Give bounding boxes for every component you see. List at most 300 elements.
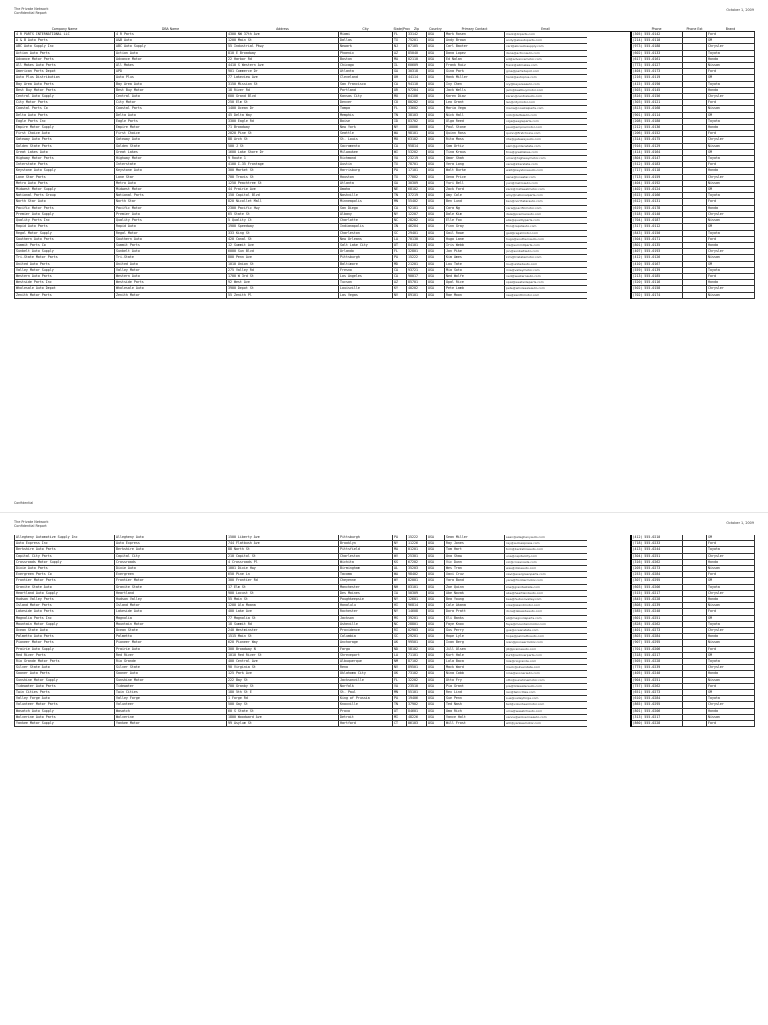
cell-phone: (845) 555-0228 xyxy=(631,597,683,603)
cell-state: TN xyxy=(393,193,407,199)
cell-phone: (214) 555-0110 xyxy=(631,38,683,44)
cell-city: New York xyxy=(339,125,393,131)
cell-address: 1250 Peachtree St xyxy=(227,180,339,186)
cell-phone: (585) 555-0240 xyxy=(631,609,683,615)
cell-zip: 44114 xyxy=(407,75,427,81)
col-header-zip: Zip xyxy=(407,22,427,32)
cell-contact: Nina Cobb xyxy=(445,671,505,677)
cell-state: VA xyxy=(393,683,407,689)
cell-country: USA xyxy=(427,125,445,131)
cell-email: olga@eagleparts.com xyxy=(505,118,587,124)
table-body xyxy=(15,32,755,299)
cell-address: 500 J St xyxy=(227,143,339,149)
cell-email: ted@volunteermotor.com xyxy=(505,702,587,708)
cell-dba: A&B Auto xyxy=(115,38,227,44)
cell-company: Silver State Auto xyxy=(15,665,115,671)
cell-city: Anchorage xyxy=(339,640,393,646)
cell-address: 60 S State St xyxy=(227,708,339,714)
cell-city: Orlando xyxy=(339,249,393,255)
cell-state: MA xyxy=(393,56,407,62)
cell-email: lou@unitedauto.com xyxy=(505,261,587,267)
cell-address: 150 Capitol Blvd xyxy=(227,193,339,199)
cell-city: Atlanta xyxy=(339,69,393,75)
cell-country: USA xyxy=(427,708,445,714)
cell-brand: GM xyxy=(707,578,755,584)
cell-country: USA xyxy=(427,590,445,596)
cell-email: sue@valleyforge.com xyxy=(505,696,587,702)
cell-country: USA xyxy=(427,683,445,689)
cell-dba: Evergreen xyxy=(115,572,227,578)
cell-contact: Gina Park xyxy=(445,69,505,75)
cell-phone: (305) 555-0142 xyxy=(631,32,683,38)
cell-zip: 15222 xyxy=(407,535,427,541)
cell-contact: Ray Jones xyxy=(445,541,505,547)
cell-contact: Opal Rice xyxy=(445,280,505,286)
cell-state: MA xyxy=(393,547,407,553)
cell-brand: Chrysler xyxy=(707,94,755,100)
cell-company: Twin Cities Parts xyxy=(15,690,115,696)
cell-contact: Mia Soto xyxy=(445,267,505,273)
cell-dba: First Choice xyxy=(115,131,227,137)
cell-address: 6000 Sun Blvd xyxy=(227,249,339,255)
cell-dba: Sunshine Motor xyxy=(115,677,227,683)
cell-brand: Ford xyxy=(707,609,755,615)
cell-company: Heartland Auto Supply xyxy=(15,590,115,596)
cell-email: dana@actionauto.com xyxy=(505,50,587,56)
cell-email: xavi@evergreenparts.com xyxy=(505,572,587,578)
cell-city: Boston xyxy=(339,56,393,62)
cell-phone: (904) 555-0251 xyxy=(631,677,683,683)
cell-address: 1200 Ala Moana xyxy=(227,603,339,609)
cell-city: Rochester xyxy=(339,609,393,615)
cell-country: USA xyxy=(427,137,445,143)
cell-contact: Lola Baca xyxy=(445,659,505,665)
cell-company: Great Lakes Auto xyxy=(15,149,115,155)
cell-country: USA xyxy=(427,168,445,174)
cell-email: lola@riogrande.com xyxy=(505,659,587,665)
cell-contact: Leo Grant xyxy=(445,100,505,106)
cell-state: NY xyxy=(393,211,407,217)
cell-company: Regal Motor Supply xyxy=(15,230,115,236)
cell-phone: (520) 555-0116 xyxy=(631,280,683,286)
cell-address: 1 Forge Rd xyxy=(227,696,339,702)
cell-country: USA xyxy=(427,199,445,205)
cell-contact: Ed Nolan xyxy=(445,56,505,62)
cell-contact: Vance Holt xyxy=(445,714,505,720)
cell-state: FL xyxy=(393,249,407,255)
cell-phone: (813) 555-0168 xyxy=(631,106,683,112)
cell-dba: Best Buy Motor xyxy=(115,87,227,93)
cell-email: paul@empiremotor.com xyxy=(505,125,587,131)
cell-state: HI xyxy=(393,603,407,609)
cell-country: USA xyxy=(427,81,445,87)
cell-phone: (713) 555-0159 xyxy=(631,174,683,180)
cell-city: Manchester xyxy=(339,584,393,590)
cell-dba: Advance Motor xyxy=(115,56,227,62)
cell-city: Memphis xyxy=(339,112,393,118)
cell-country: USA xyxy=(427,541,445,547)
cell-contact: Gail Rowe xyxy=(445,230,505,236)
cell-country: USA xyxy=(427,609,445,615)
cell-phone: (208) 555-0180 xyxy=(631,118,683,124)
cell-zip: 37902 xyxy=(407,702,427,708)
cell-state: CA xyxy=(393,267,407,273)
cell-contact: Mack Ward xyxy=(445,665,505,671)
cell-phone: (412) 555-0126 xyxy=(631,255,683,261)
cell-state: MN xyxy=(393,199,407,205)
cell-state: AK xyxy=(393,640,407,646)
cell-contact: Xena Price xyxy=(445,174,505,180)
cell-dba: Zenith Motor xyxy=(115,292,227,298)
cell-country: USA xyxy=(427,584,445,590)
cell-dba: Action Auto xyxy=(115,50,227,56)
cell-address: 55 Main St xyxy=(227,597,339,603)
cell-dba: Eagle Parts xyxy=(115,118,227,124)
cell-brand: Honda xyxy=(707,280,755,286)
cell-country: USA xyxy=(427,280,445,286)
cell-address: 9 Route 1 xyxy=(227,156,339,162)
cell-zip: 48226 xyxy=(407,714,427,720)
cell-country: USA xyxy=(427,535,445,541)
cell-address: 300 Broadway N xyxy=(227,646,339,652)
cell-contact: Uma Rich xyxy=(445,708,505,714)
cell-brand: GM xyxy=(707,615,755,621)
cell-state: NY xyxy=(393,609,407,615)
cell-contact: Dana Lopez xyxy=(445,50,505,56)
cell-email: abe@heartlandauto.com xyxy=(505,590,587,596)
cell-city: St. Louis xyxy=(339,137,393,143)
cell-contact: Ivan Berg xyxy=(445,640,505,646)
cell-address: 2020 Pine St xyxy=(227,131,339,137)
cell-contact: Hank Miller xyxy=(445,75,505,81)
cell-brand: GM xyxy=(707,149,755,155)
cell-company: Sunshine Motor Supply xyxy=(15,677,115,683)
cell-dba: North Star xyxy=(115,199,227,205)
cell-address: 88 North St xyxy=(227,547,339,553)
cell-city: Norfolk xyxy=(339,683,393,689)
cell-state: NV xyxy=(393,665,407,671)
cell-country: USA xyxy=(427,652,445,658)
cell-country: USA xyxy=(427,646,445,652)
cell-dba: Tidewater xyxy=(115,683,227,689)
cell-brand: Honda xyxy=(707,56,755,62)
table-body xyxy=(15,535,755,727)
cell-country: USA xyxy=(427,267,445,273)
cell-phone: (757) 555-0262 xyxy=(631,683,683,689)
cell-zip: 64106 xyxy=(407,94,427,100)
cell-phone: (402) 555-0124 xyxy=(631,187,683,193)
cell-country: USA xyxy=(427,634,445,640)
cell-zip: 71101 xyxy=(407,652,427,658)
cell-company: Crossroads Motor Supply xyxy=(15,559,115,565)
cell-phone: (216) 555-0119 xyxy=(631,75,683,81)
cell-company: Tidewater Auto Parts xyxy=(15,683,115,689)
cell-zip: 85040 xyxy=(407,50,427,56)
cell-city: Austin xyxy=(339,162,393,168)
cell-phone: (503) 555-0145 xyxy=(631,87,683,93)
cell-city: Pittsfield xyxy=(339,547,393,553)
cell-zip: 82001 xyxy=(407,578,427,584)
cell-contact: Jon Pike xyxy=(445,249,505,255)
cell-email: mark@4rparts.com xyxy=(505,32,587,38)
cell-company: Valley Forge Auto xyxy=(15,696,115,702)
cell-country: USA xyxy=(427,572,445,578)
cell-brand: Toyota xyxy=(707,267,755,273)
cell-country: USA xyxy=(427,94,445,100)
cell-address: 250 Elm St xyxy=(227,100,339,106)
cell-dba: Golden State xyxy=(115,143,227,149)
cell-country: USA xyxy=(427,224,445,230)
cell-country: USA xyxy=(427,112,445,118)
cell-address: 1515 Main St xyxy=(227,634,339,640)
cell-zip: 99501 xyxy=(407,640,427,646)
cell-company: Ocean State Auto xyxy=(15,628,115,634)
cell-email: jill@prairieauto.com xyxy=(505,646,587,652)
cell-brand: Ford xyxy=(707,162,755,168)
cell-email: vance@wolverineauto.com xyxy=(505,714,587,720)
cell-brand: Ford xyxy=(707,646,755,652)
col-header-phone: Phone xyxy=(631,22,683,32)
cell-brand: Ford xyxy=(707,721,755,727)
cell-country: USA xyxy=(427,131,445,137)
cell-state: NC xyxy=(393,621,407,627)
cell-zip: 97204 xyxy=(407,87,427,93)
cell-city: Baltimore xyxy=(339,261,393,267)
cell-state: TX xyxy=(393,38,407,44)
cell-address: 3300 Eagle Rd xyxy=(227,118,339,124)
cell-zip: 25301 xyxy=(407,553,427,559)
cell-contact: Pia Grant xyxy=(445,683,505,689)
cell-state: MO xyxy=(393,137,407,143)
cell-zip: 73102 xyxy=(407,671,427,677)
cell-address: 1800 Woodward Ave xyxy=(227,714,339,720)
cell-email: ivy@bayareaauto.com xyxy=(505,81,587,87)
cell-contact: Xavi Cruz xyxy=(445,572,505,578)
cell-country: USA xyxy=(427,255,445,261)
cell-zip: 78701 xyxy=(407,162,427,168)
cell-brand: Toyota xyxy=(707,156,755,162)
cell-city: Reno xyxy=(339,665,393,671)
cell-email: yuri@metroauto.com xyxy=(505,180,587,186)
cell-zip: 33602 xyxy=(407,106,427,112)
cell-brand: Chrysler xyxy=(707,590,755,596)
cell-company: Sooner Auto Parts xyxy=(15,671,115,677)
cell-city: Kansas City xyxy=(339,94,393,100)
cell-dba: Metro Auto xyxy=(115,180,227,186)
cell-country: USA xyxy=(427,690,445,696)
col-header-address: Address xyxy=(227,22,339,32)
cell-phone: (318) 555-0217 xyxy=(631,652,683,658)
cell-brand: Nissan xyxy=(707,143,755,149)
cell-dba: Prairie Auto xyxy=(115,646,227,652)
cell-spacer xyxy=(587,292,631,298)
cell-email: uma@wasatchauto.com xyxy=(505,708,587,714)
cell-city: Charlotte xyxy=(339,218,393,224)
cell-address: 820 Nicollet Mall xyxy=(227,199,339,205)
cell-brand: Chrysler xyxy=(707,702,755,708)
cell-state: WI xyxy=(393,149,407,155)
cell-contact: Otto Fry xyxy=(445,677,505,683)
cell-dba: Dixie Auto xyxy=(115,566,227,572)
cell-brand: Chrysler xyxy=(707,211,755,217)
cell-brand: Ford xyxy=(707,69,755,75)
cell-contact: Jill Olsen xyxy=(445,646,505,652)
cell-dba: Central Auto xyxy=(115,94,227,100)
cell-email: vera@interstate.com xyxy=(505,162,587,168)
cell-country: USA xyxy=(427,106,445,112)
cell-contact: Zoe Quinn xyxy=(445,584,505,590)
cell-state: NE xyxy=(393,187,407,193)
cell-city: Phoenix xyxy=(339,50,393,56)
cell-country: USA xyxy=(427,671,445,677)
cell-country: USA xyxy=(427,56,445,62)
cell-phone: (804) 555-0147 xyxy=(631,156,683,162)
cell-city: Los Angeles xyxy=(339,273,393,279)
cell-phone: (206) 555-0152 xyxy=(631,131,683,137)
cell-email: faye@mountainmotor.com xyxy=(505,621,587,627)
cell-brand: GM xyxy=(707,535,755,541)
cell-city: Boise xyxy=(339,118,393,124)
cell-company: North Star Auto xyxy=(15,199,115,205)
cell-contact: Dora Pratt xyxy=(445,609,505,615)
cell-zip: 30318 xyxy=(407,69,427,75)
cell-email: nick@deltaauto.com xyxy=(505,112,587,118)
cell-email: kurt@redriverparts.com xyxy=(505,652,587,658)
cell-phone: (212) 555-0136 xyxy=(631,125,683,131)
cell-state: CT xyxy=(393,721,407,727)
cell-contact: Vera Long xyxy=(445,162,505,168)
cell-email: ned@westernauto.com xyxy=(505,273,587,279)
cell-email: rex@twincities.com xyxy=(505,690,587,696)
cell-company: Berkshire Auto Parts xyxy=(15,547,115,553)
cell-brand: Chrysler xyxy=(707,249,755,255)
cell-zip: 15222 xyxy=(407,255,427,261)
cell-email: andy@abautoparts.com xyxy=(505,38,587,44)
cell-email: gina@partsdepot.com xyxy=(505,69,587,75)
cell-brand: GM xyxy=(707,261,755,267)
cell-state: MN xyxy=(393,690,407,696)
cell-zip: 94110 xyxy=(407,81,427,87)
cell-phone: (610) 555-0284 xyxy=(631,696,683,702)
cell-state: NM xyxy=(393,659,407,665)
cell-company: Auto Plus Distribution xyxy=(15,75,115,81)
cell-address: 4300 NW 37th Ave xyxy=(227,32,339,38)
col-header-phone-ext: Phone Ext xyxy=(683,22,707,32)
cell-zip: 17101 xyxy=(407,168,427,174)
cell-city: Houston xyxy=(339,174,393,180)
cell-email: hope@palmettoauto.com xyxy=(505,634,587,640)
cell-state: PA xyxy=(393,168,407,174)
cell-dba: Frontier Motor xyxy=(115,578,227,584)
cell-contact: Yuri Bell xyxy=(445,180,505,186)
cell-address: 180 5th St E xyxy=(227,690,339,696)
cell-contact: Kurt Hale xyxy=(445,652,505,658)
cell-brand: Chrysler xyxy=(707,137,755,143)
cell-contact: Ivy Chen xyxy=(445,81,505,87)
cell-country: USA xyxy=(427,100,445,106)
cell-country: USA xyxy=(427,578,445,584)
cell-zip: 68102 xyxy=(407,187,427,193)
cell-phone: (502) 555-0158 xyxy=(631,286,683,292)
cell-zip: 46204 xyxy=(407,224,427,230)
col-header-email: Email xyxy=(505,22,587,32)
cell-dba: Valley Forge xyxy=(115,696,227,702)
cell-email: tom@berkshireauto.com xyxy=(505,547,587,553)
cell-city: New Orleans xyxy=(339,236,393,242)
cell-city: Jacksonville xyxy=(339,677,393,683)
cell-address: 333 King St xyxy=(227,230,339,236)
cell-address: 3900 Depot St xyxy=(227,286,339,292)
cell-company: First Choice Auto xyxy=(15,131,115,137)
cell-company: Rio Grande Motor Parts xyxy=(15,659,115,665)
cell-email: ben@northstarauto.com xyxy=(505,199,587,205)
cell-zip: 96814 xyxy=(407,603,427,609)
cell-address: 5 Quality Ct xyxy=(227,218,339,224)
cell-zip: 67202 xyxy=(407,559,427,565)
cell-phone: (253) 555-0284 xyxy=(631,572,683,578)
cell-brand: Chrysler xyxy=(707,628,755,634)
cell-company: Zenith Motor Parts xyxy=(15,292,115,298)
cell-country: USA xyxy=(427,87,445,93)
cell-address: 620 Pioneer Way xyxy=(227,640,339,646)
cell-company: Mountain Motor Supply xyxy=(15,621,115,627)
cell-company: Premier Auto Supply xyxy=(15,211,115,217)
cell-dba: Western Auto xyxy=(115,273,227,279)
cell-contact: Kim Ames xyxy=(445,255,505,261)
cell-country: USA xyxy=(427,230,445,236)
cell-city: Cheyenne xyxy=(339,578,393,584)
cell-state: AZ xyxy=(393,50,407,56)
cell-address: 1700 W 3rd St xyxy=(227,273,339,279)
cell-dba: All Makes xyxy=(115,63,227,69)
cell-state: NY xyxy=(393,125,407,131)
cell-address: 400 Central Ave xyxy=(227,659,339,665)
cell-dba: Wolverine xyxy=(115,714,227,720)
cell-phone: (773) 555-0127 xyxy=(631,63,683,69)
cell-zip: 92101 xyxy=(407,205,427,211)
cell-spacer xyxy=(587,721,631,727)
cell-contact: Hugo Lane xyxy=(445,236,505,242)
cell-contact: Sean Miller xyxy=(445,535,505,541)
cell-email: cole@islandmotor.com xyxy=(505,603,587,609)
cell-city: Brooklyn xyxy=(339,541,393,547)
cell-zip: 50309 xyxy=(407,590,427,596)
cell-dba: Westside Parts xyxy=(115,280,227,286)
cell-dba: Rapid Auto xyxy=(115,224,227,230)
cell-zip: 83702 xyxy=(407,118,427,124)
cell-brand: Chrysler xyxy=(707,665,755,671)
cell-state: SC xyxy=(393,230,407,236)
cell-country: USA xyxy=(427,597,445,603)
cell-phone: (619) 555-0178 xyxy=(631,205,683,211)
cell-state: GA xyxy=(393,180,407,186)
cell-dba: Quality Parts xyxy=(115,218,227,224)
cell-address: 99 Asylum St xyxy=(227,721,339,727)
cell-dba: City Motor xyxy=(115,100,227,106)
cell-company: Palmetto Auto Parts xyxy=(15,634,115,640)
cell-address: 400 Lake Ave xyxy=(227,609,339,615)
cell-phone: (801) 555-0135 xyxy=(631,242,683,248)
cell-company: Midwest Motor Supply xyxy=(15,187,115,193)
cell-dba: ABC Auto Supply xyxy=(115,44,227,50)
cell-phone: (907) 555-0295 xyxy=(631,640,683,646)
cell-company: Lakeside Auto Parts xyxy=(15,609,115,615)
cell-email: eli@magnoliaparts.com xyxy=(505,615,587,621)
cell-address: 275 Valley Rd xyxy=(227,267,339,273)
cell-contact: Carl Baxter xyxy=(445,44,505,50)
cell-brand: Honda xyxy=(707,205,755,211)
cell-email: rita@gatewayauto.com xyxy=(505,137,587,143)
